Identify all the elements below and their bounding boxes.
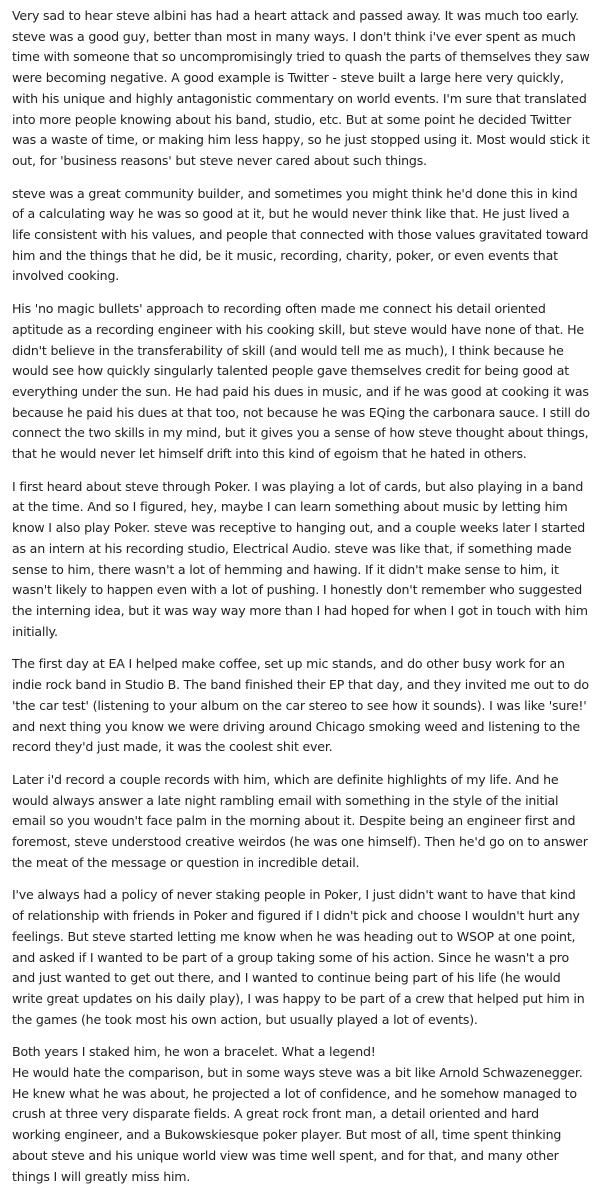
paragraph-3: His 'no magic bullets' approach to recording often made me connect his detail oriented aptitude as a recording engineer with his cooking skill, but steve would have none of that. He didn't believe in the transferability of skill (and would tell me as much), I think because he would see how quickly singularly talented people gave themselves credit for being good at everything under the sun. He had paid his dues in music, and if he was good at cooking it was because he paid his dues at that too, not because he was EQing the carbonara sauce. I still do connect the two skills in my mind, but it gives you a sense of how steve thought about things, that he would never let himself drift into this kind of egoism that he hated in others. [12, 301, 590, 462]
paragraph-7: I've always had a policy of never staking people in Poker, I just didn't want to have that kind of relationship with friends in Poker and figured if I didn't pick and choose I wouldn't hurt any feelings. But steve started letting me know when he was heading out to WSOP at one point, and asked if I wanted to be part of a group taking some of his action. Since he wasn't a pro and just wanted to get out there, and I wanted to continue being part of his life (he would write great updates on his daily play), I was happy to be part of a crew that helped put him in the games (he took most his own action, but usually played a lot of events). [12, 887, 585, 1027]
paragraph-8: Both years I staked him, he won a bracelet. What a legend! [12, 1044, 376, 1060]
paragraph-9: He would hate the comparison, but in some ways steve was a bit like Arnold Schwazenegger. He knew what he was about, he projected a lot of confidence, and he somehow managed to crush at three very disparate fields. A great rock front man, a detail oriented and hard working engineer, and a Bukowskiesque poker player. But most of all, time spent thinking about steve and his unique world view was time well spent, and for that, and many other things I will greatly miss him. [12, 1065, 583, 1184]
paragraph-1: Very sad to hear steve albini has had a heart attack and passed away. It was much too early. steve was a good guy, better than most in many ways. I don't think i've ever spent as much time with someone that so uncompromisingly tried to quash the parts of themselves they saw were becoming negative. A good example is Twitter - steve built a large here very quickly, with his unique and highly antagonistic commentary on world events. I'm sure that translated into more people knowing about his band, studio, etc. But at some point he decided Twitter was a waste of time, or making him less happy, so he just stopped using it. Most would stick it out, for 'business reasons' but steve never cared about such things. [12, 8, 590, 168]
paragraph-6: Later i'd record a couple records with him, which are definite highlights of my life. And he would always answer a late night rambling email with something in the style of the initial email so you woudn't face palm in the morning about it. Despite being an engineer first and foremost, steve understood creative weirdos (he was one himself). Then he'd go on to answer the meat of the message or question in incredible detail. [12, 771, 588, 870]
paragraph-4: I first heard about steve through Poker. I was playing a lot of cards, but also playing in a band at the time. And so I figured, hey, maybe I can learn something about music by letting him know I also play Poker. steve was receptive to hanging out, and a couple weeks later I started as an intern at his recording studio, Electrical Audio. steve was like that, if something made sense to him, there wasn't a lot of hemming and hawing. If it didn't make sense to him, it wasn't likely to happen even with a lot of pushing. I honestly don't remember who suggested the interning idea, but it was way way more than I had hoped for when I got in touch with him initially. [12, 478, 588, 639]
paragraph-2: steve was a great community builder, and sometimes you might think he'd done this in kind of a calculating way he was so good at it, but he would never think like that. He just lived a life consistent with his values, and people that connected with those values gravitated toward him and the things that he did, be it music, recording, charity, poker, or even events that involved cooking. [12, 185, 589, 284]
paragraph-5: The first day at EA I helped make coffee, set up mic stands, and do other busy work for an indie rock band in Studio B. The band finished their EP that day, and they invited me out to do 'the car test' (listening to your album on the car stereo to see how it sounds). I was like 'sure!' and next thing you know we were driving around Chicago smoking weed and listening to the record they'd just made, it was the coolest shit ever. [12, 656, 589, 755]
